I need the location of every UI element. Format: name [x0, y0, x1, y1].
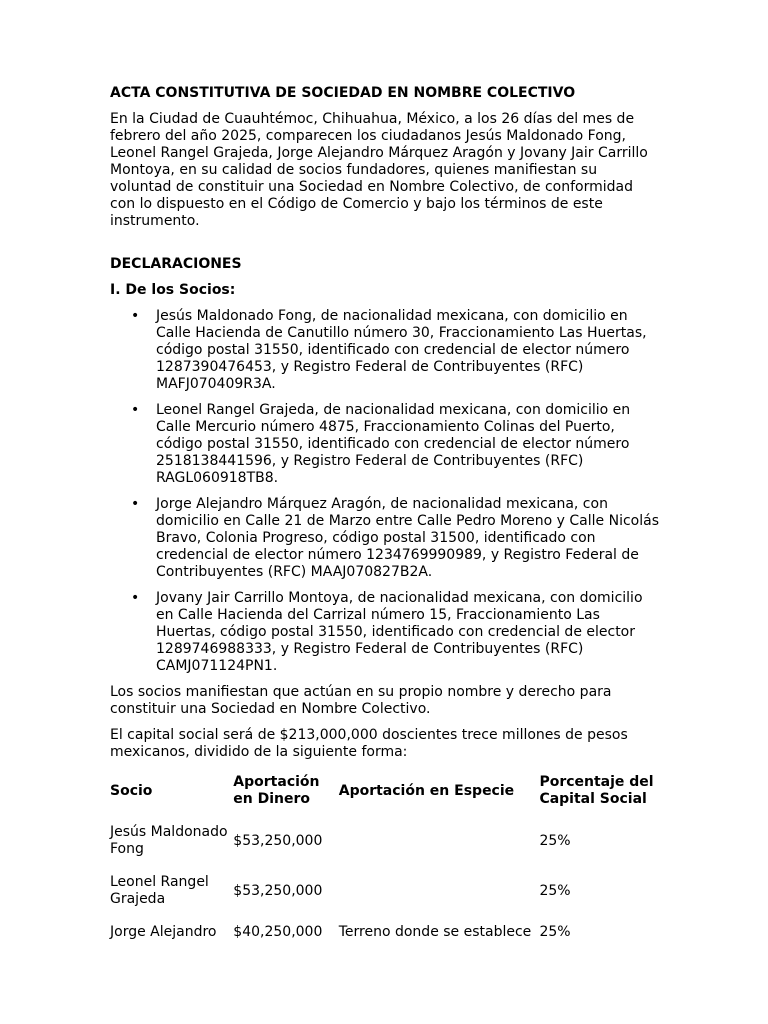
partners-heading: I. De los Socios: — [110, 282, 236, 298]
table-header-row — [110, 770, 665, 818]
partners-list — [110, 308, 660, 675]
table-row — [110, 868, 665, 918]
list-item — [110, 590, 660, 675]
cell-percentage: 25% — [539, 832, 571, 849]
list-item — [110, 496, 660, 581]
cell-partner-name: Leonel Rangel Grajeda — [110, 874, 209, 907]
partner-description: Leonel Rangel Grajeda, de nacionalidad mexicana, con domicilio en Calle Mercurio número 4875, Fraccionamiento Colinas del Puerto, código postal 31550, identificado con credencial de elector número 2518138441596, y Registro Federal de Contribuyentes (RFC) RAGL060918TB8. — [156, 402, 631, 486]
column-header-socio: Socio — [110, 782, 153, 799]
list-item — [110, 402, 660, 487]
declarations-heading: DECLARACIONES — [110, 256, 242, 272]
cell-kind-contribution — [339, 818, 540, 868]
capital-table — [110, 770, 665, 951]
bullet-icon: • — [131, 590, 140, 606]
cell-cash-contribution: $53,250,000 — [233, 882, 323, 899]
table-row — [110, 918, 665, 951]
document-title: ACTA CONSTITUTIVA DE SOCIEDAD EN NOMBRE COLECTIVO — [110, 85, 576, 101]
cell-percentage: 25% — [539, 882, 571, 899]
list-item — [110, 308, 660, 393]
bullet-icon: • — [131, 496, 140, 512]
cell-partner-name: Jesús Maldonado Fong — [110, 824, 228, 857]
intro-paragraph: En la Ciudad de Cuauhtémoc, Chihuahua, México, a los 26 días del mes de febrero del año 2025, comparecen los ciudadanos Jesús Maldonado Fong, Leonel Rangel Grajeda, Jorge Alejandro Márquez Aragón y Jovany Jair Carrillo Montoya, en su calidad de socios fundadores, quienes manifiestan su voluntad de constituir una Sociedad en Nombre Colectivo, de conformidad con lo dispuesto en el Código de Comercio y bajo los términos de este instrumento. — [110, 111, 648, 229]
column-header-kind-contribution: Aportación en Especie — [338, 782, 515, 799]
partner-description: Jovany Jair Carrillo Montoya, de nacionalidad mexicana, con domicilio en Calle Hacienda del Carrizal número 15, Fraccionamiento Las Huertas, código postal 31550, identificado con credencial de elector 1289746988333, y Registro Federal de Contribuyentes (RFC) CAMJ071124PN1. — [156, 590, 643, 674]
cell-percentage: 25% — [539, 924, 571, 940]
cell-cash-contribution: $53,250,000 — [233, 832, 323, 849]
table-row — [110, 818, 665, 868]
column-header-percentage: Porcentaje del Capital Social — [539, 774, 654, 807]
cell-partner-name: Jorge Alejandro — [110, 924, 217, 940]
bullet-icon: • — [131, 308, 140, 324]
column-header-cash-contribution: Aportación en Dinero — [233, 774, 320, 807]
partners-statement: Los socios manifiestan que actúan en su propio nombre y derecho para constituir una Sociedad en Nombre Colectivo. — [110, 684, 612, 717]
document-page — [110, 85, 660, 951]
cell-cash-contribution: $40,250,000 — [233, 924, 323, 940]
cell-kind-contribution — [339, 868, 540, 918]
bullet-icon: • — [131, 402, 140, 418]
capital-statement: El capital social será de $213,000,000 doscientes trece millones de pesos mexicanos, dividido de la siguiente forma: — [110, 727, 628, 760]
partner-description: Jorge Alejandro Márquez Aragón, de nacionalidad mexicana, con domicilio en Calle 21 de Marzo entre Calle Pedro Moreno y Calle Nicolás Bravo, Colonia Progreso, código postal 31500, identificado con credencial de elector número 1234769990989, y Registro Federal de Contribuyentes (RFC) MAAJ070827B2A. — [156, 496, 659, 580]
cell-kind-contribution: Terreno donde se establece — [338, 924, 532, 940]
partner-description: Jesús Maldonado Fong, de nacionalidad mexicana, con domicilio en Calle Hacienda de Canutillo número 30, Fraccionamiento Las Huertas, código postal 31550, identificado con credencial de elector número 1287390476453, y Registro Federal de Contribuyentes (RFC) MAFJ070409R3A. — [156, 308, 647, 392]
